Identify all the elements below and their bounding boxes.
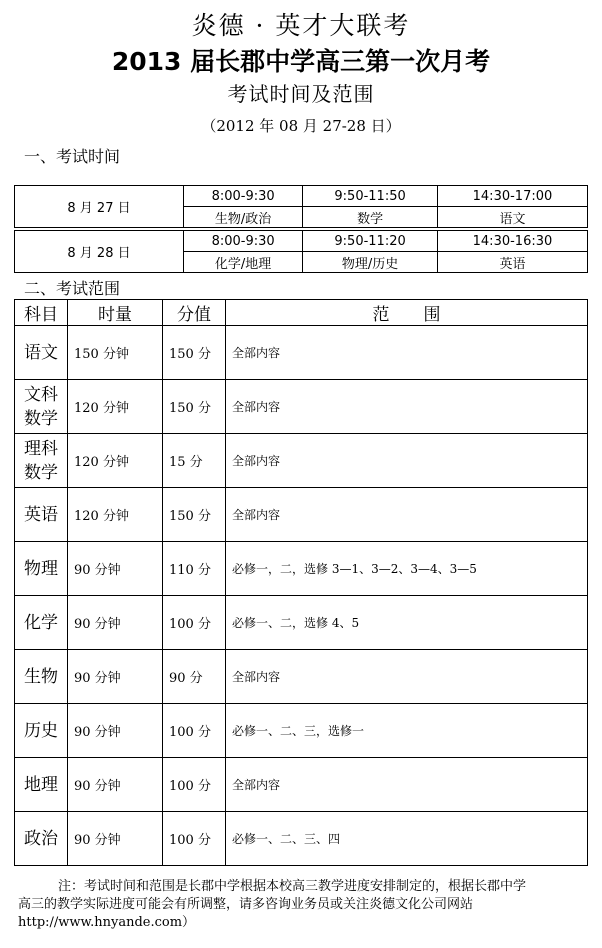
row-score: 100 分 bbox=[163, 596, 226, 650]
footnote-line: 高三的教学实际进度可能会有所调整，请多咨询业务员或关注炎德文化公司网站 bbox=[18, 897, 474, 912]
row-duration: 90 分钟 bbox=[68, 812, 163, 866]
row-score: 90 分 bbox=[163, 650, 226, 704]
scope-row bbox=[15, 704, 588, 758]
schedule-table bbox=[14, 185, 588, 273]
subject-line1: 文科 bbox=[24, 384, 58, 405]
row-score: 150 分 bbox=[163, 380, 226, 434]
row-duration: 120 分钟 bbox=[68, 380, 163, 434]
row-duration: 120 分钟 bbox=[68, 488, 163, 542]
header-subject: 科目 bbox=[15, 300, 68, 326]
subject-line1: 生物 bbox=[24, 666, 58, 687]
schedule-subject: 英语 bbox=[437, 252, 587, 273]
row-score: 100 分 bbox=[163, 704, 226, 758]
subject-line1: 历史 bbox=[24, 720, 58, 741]
row-range: 全部内容 bbox=[226, 650, 588, 704]
schedule-time: 9:50-11:20 bbox=[303, 231, 438, 252]
header-range bbox=[226, 300, 588, 326]
scope-row bbox=[15, 650, 588, 704]
schedule-subject: 语文 bbox=[437, 207, 587, 228]
row-subject bbox=[15, 650, 68, 704]
schedule-time: 8:00-9:30 bbox=[184, 186, 303, 207]
row-subject bbox=[15, 704, 68, 758]
schedule-row-time bbox=[15, 186, 588, 207]
schedule-time: 9:50-11:50 bbox=[303, 186, 438, 207]
schedule-time: 14:30-16:30 bbox=[437, 231, 587, 252]
scope-header-row bbox=[15, 300, 588, 326]
row-duration: 90 分钟 bbox=[68, 542, 163, 596]
header-range-b: 围 bbox=[423, 305, 441, 325]
scope-row bbox=[15, 542, 588, 596]
schedule-time: 8:00-9:30 bbox=[184, 231, 303, 252]
subject-line1: 物理 bbox=[24, 558, 58, 579]
scope-table bbox=[14, 299, 588, 866]
scope-row bbox=[15, 434, 588, 488]
row-subject bbox=[15, 326, 68, 380]
row-duration: 150 分钟 bbox=[68, 326, 163, 380]
row-duration: 90 分钟 bbox=[68, 596, 163, 650]
row-range: 全部内容 bbox=[226, 488, 588, 542]
subject-line2: 数学 bbox=[24, 408, 58, 429]
subject-line1: 地理 bbox=[24, 774, 58, 795]
row-duration: 120 分钟 bbox=[68, 434, 163, 488]
schedule-row-time bbox=[15, 231, 588, 252]
subject-line1: 英语 bbox=[24, 504, 58, 525]
schedule-date: 8 月 28 日 bbox=[15, 231, 184, 273]
subject-line1: 语文 bbox=[24, 342, 58, 363]
schedule-subject: 生物/政治 bbox=[184, 207, 303, 228]
row-subject bbox=[15, 542, 68, 596]
section-title-exam-scope: 二、考试范围 bbox=[24, 279, 121, 298]
page-title: 2013 届长郡中学高三第一次月考 bbox=[111, 47, 491, 76]
row-subject bbox=[15, 488, 68, 542]
row-range: 必修一、二、三，选修一 bbox=[226, 704, 588, 758]
footnote-link[interactable]: http://www.hnyande.com） bbox=[18, 915, 196, 930]
subject-line1: 理科 bbox=[24, 438, 58, 459]
schedule-subject: 数学 bbox=[303, 207, 438, 228]
org-title: 炎德 · 英才大联考 bbox=[191, 11, 411, 40]
schedule-subject: 物理/历史 bbox=[303, 252, 438, 273]
row-range: 必修一、二，选修 4、5 bbox=[226, 596, 588, 650]
subject-line1: 政治 bbox=[24, 828, 58, 849]
schedule-subject: 化学/地理 bbox=[184, 252, 303, 273]
row-score: 15 分 bbox=[163, 434, 226, 488]
row-range: 全部内容 bbox=[226, 434, 588, 488]
scope-row bbox=[15, 326, 588, 380]
row-duration: 90 分钟 bbox=[68, 650, 163, 704]
row-range: 必修一，二，选修 3—1、3—2、3—4、3—5 bbox=[226, 542, 588, 596]
scope-row bbox=[15, 380, 588, 434]
row-subject bbox=[15, 812, 68, 866]
row-range: 全部内容 bbox=[226, 758, 588, 812]
scope-row bbox=[15, 758, 588, 812]
row-range: 全部内容 bbox=[226, 380, 588, 434]
row-score: 150 分 bbox=[163, 488, 226, 542]
page-subtitle: 考试时间及范围 bbox=[227, 82, 375, 106]
row-subject bbox=[15, 434, 68, 488]
scope-row bbox=[15, 596, 588, 650]
footnote bbox=[18, 878, 586, 932]
row-duration: 90 分钟 bbox=[68, 758, 163, 812]
header-range-a: 范 bbox=[372, 305, 390, 325]
subject-line1: 化学 bbox=[24, 612, 58, 633]
subject-line2: 数学 bbox=[24, 462, 58, 483]
row-score: 100 分 bbox=[163, 812, 226, 866]
exam-date-range: （2012 年 08 月 27-28 日） bbox=[201, 117, 401, 135]
row-subject bbox=[15, 758, 68, 812]
row-range: 全部内容 bbox=[226, 326, 588, 380]
header-duration: 时量 bbox=[68, 300, 163, 326]
section-title-exam-time: 一、考试时间 bbox=[24, 147, 121, 166]
row-subject bbox=[15, 380, 68, 434]
scope-row bbox=[15, 812, 588, 866]
schedule-date: 8 月 27 日 bbox=[15, 186, 184, 228]
row-score: 100 分 bbox=[163, 758, 226, 812]
row-score: 110 分 bbox=[163, 542, 226, 596]
footnote-text: 注：考试时间和范围是长郡中学根据本校高三教学进度安排制定的，根据长郡中学 bbox=[58, 879, 527, 894]
row-range: 必修一、二、三、四 bbox=[226, 812, 588, 866]
footnote-line bbox=[18, 878, 586, 896]
row-duration: 90 分钟 bbox=[68, 704, 163, 758]
schedule-time: 14:30-17:00 bbox=[437, 186, 587, 207]
row-subject bbox=[15, 596, 68, 650]
scope-row bbox=[15, 488, 588, 542]
header-score: 分值 bbox=[163, 300, 226, 326]
row-score: 150 分 bbox=[163, 326, 226, 380]
